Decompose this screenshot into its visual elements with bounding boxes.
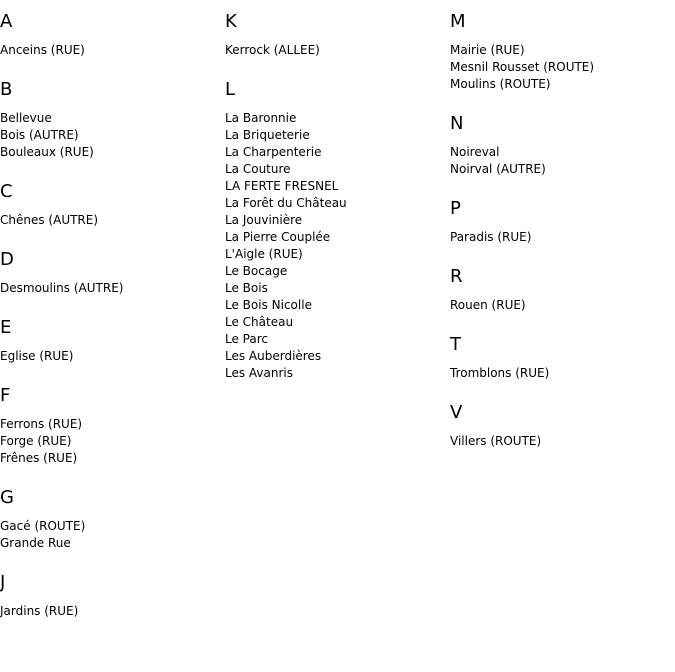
letter-group-n bbox=[450, 114, 670, 178]
street-list-item bbox=[225, 195, 445, 212]
street-list-item bbox=[0, 280, 220, 297]
street-list bbox=[0, 416, 220, 467]
street-list-item bbox=[0, 42, 220, 59]
street-list bbox=[0, 110, 220, 161]
street-link[interactable]: Le Château bbox=[225, 315, 294, 329]
street-link[interactable]: La Baronnie bbox=[225, 111, 297, 125]
street-link[interactable]: La Briqueterie bbox=[225, 128, 310, 142]
street-list-item bbox=[225, 229, 445, 246]
street-list-item bbox=[0, 144, 220, 161]
letter-heading: V bbox=[450, 402, 463, 423]
street-link[interactable]: Forge (RUE) bbox=[0, 434, 72, 448]
street-link[interactable]: La Charpenterie bbox=[225, 145, 322, 159]
street-list bbox=[0, 518, 220, 552]
letter-group-j bbox=[0, 573, 220, 620]
street-list-item bbox=[225, 331, 445, 348]
street-link[interactable]: Le Bois Nicolle bbox=[225, 298, 312, 312]
street-link[interactable]: Grande Rue bbox=[0, 536, 71, 550]
street-list bbox=[225, 110, 445, 382]
street-list-item bbox=[450, 59, 670, 76]
street-list bbox=[0, 348, 220, 365]
street-link[interactable]: Chênes (AUTRE) bbox=[0, 213, 99, 227]
street-link[interactable]: Les Auberdières bbox=[225, 349, 322, 363]
street-list bbox=[450, 433, 670, 450]
street-link[interactable]: Le Bocage bbox=[225, 264, 288, 278]
letter-heading: K bbox=[225, 11, 237, 32]
street-list-item bbox=[225, 42, 445, 59]
letter-group-e bbox=[0, 318, 220, 365]
street-list-item bbox=[450, 42, 670, 59]
letter-group-t bbox=[450, 335, 670, 382]
street-list-item bbox=[0, 450, 220, 467]
street-link[interactable]: Bouleaux (RUE) bbox=[0, 145, 94, 159]
street-list-item bbox=[450, 297, 670, 314]
street-list-item bbox=[450, 144, 670, 161]
street-list-item bbox=[225, 212, 445, 229]
letter-group-d bbox=[0, 250, 220, 297]
street-list bbox=[450, 297, 670, 314]
letter-heading: F bbox=[0, 385, 11, 406]
letter-heading: L bbox=[225, 79, 236, 100]
letter-group-g bbox=[0, 488, 220, 552]
street-list bbox=[450, 42, 670, 93]
street-list bbox=[450, 365, 670, 382]
letter-group-r bbox=[450, 267, 670, 314]
letter-group-b bbox=[0, 80, 220, 161]
street-list bbox=[0, 280, 220, 297]
street-list-item bbox=[0, 603, 220, 620]
street-link[interactable]: Jardins (RUE) bbox=[0, 604, 79, 618]
letter-group-v bbox=[450, 403, 670, 450]
street-list-item bbox=[450, 76, 670, 93]
street-list bbox=[450, 229, 670, 246]
street-list-item bbox=[225, 297, 445, 314]
street-link[interactable]: Tromblons (RUE) bbox=[450, 366, 550, 380]
letter-group-p bbox=[450, 199, 670, 246]
street-list-item bbox=[225, 178, 445, 195]
street-link[interactable]: Le Parc bbox=[225, 332, 268, 346]
street-link[interactable]: Paradis (RUE) bbox=[450, 230, 532, 244]
letter-heading: T bbox=[450, 334, 461, 355]
street-link[interactable]: Rouen (RUE) bbox=[450, 298, 526, 312]
street-list-item bbox=[225, 263, 445, 280]
letter-heading: R bbox=[450, 266, 463, 287]
street-link[interactable]: La Forêt du Château bbox=[225, 196, 347, 210]
street-list-item bbox=[450, 433, 670, 450]
street-index-column-3 bbox=[450, 12, 670, 471]
street-link[interactable]: LA FERTE FRESNEL bbox=[225, 179, 339, 193]
street-list-item bbox=[225, 314, 445, 331]
street-link[interactable]: Bois (AUTRE) bbox=[0, 128, 79, 142]
street-list-item bbox=[0, 416, 220, 433]
street-list-item bbox=[225, 246, 445, 263]
street-list-item bbox=[225, 110, 445, 127]
letter-heading: B bbox=[0, 79, 13, 100]
street-link[interactable]: Les Avanris bbox=[225, 366, 294, 380]
street-list-item bbox=[225, 144, 445, 161]
letter-heading: E bbox=[0, 317, 12, 338]
street-index-column-1 bbox=[0, 12, 220, 641]
street-link[interactable]: L'Aigle (RUE) bbox=[225, 247, 303, 261]
street-list-item bbox=[0, 518, 220, 535]
street-link[interactable]: Ferrons (RUE) bbox=[0, 417, 83, 431]
street-link[interactable]: Moulins (ROUTE) bbox=[450, 77, 551, 91]
street-list-item bbox=[225, 365, 445, 382]
street-list bbox=[450, 144, 670, 178]
street-list bbox=[0, 42, 220, 59]
street-list-item bbox=[450, 229, 670, 246]
letter-heading: G bbox=[0, 487, 14, 508]
letter-group-m bbox=[450, 12, 670, 93]
street-list bbox=[0, 212, 220, 229]
street-link[interactable]: Eglise (RUE) bbox=[0, 349, 74, 363]
letter-group-f bbox=[0, 386, 220, 467]
street-link[interactable]: Villers (ROUTE) bbox=[450, 434, 542, 448]
street-link[interactable]: La Couture bbox=[225, 162, 291, 176]
street-list-item bbox=[225, 348, 445, 365]
street-link[interactable]: Kerrock (ALLEE) bbox=[225, 43, 320, 57]
street-list-item bbox=[0, 110, 220, 127]
street-index-column-2 bbox=[225, 12, 445, 403]
street-link[interactable]: Mairie (RUE) bbox=[450, 43, 525, 57]
letter-group-l bbox=[225, 80, 445, 382]
street-link[interactable]: La Jouvinière bbox=[225, 213, 303, 227]
letter-group-a bbox=[0, 12, 220, 59]
street-link[interactable]: Frênes (RUE) bbox=[0, 451, 78, 465]
letter-heading: N bbox=[450, 113, 464, 134]
letter-heading: C bbox=[0, 181, 13, 202]
street-list-item bbox=[0, 127, 220, 144]
street-list-item bbox=[450, 365, 670, 382]
letter-group-k bbox=[225, 12, 445, 59]
street-list-item bbox=[450, 161, 670, 178]
street-link[interactable]: Mesnil Rousset (ROUTE) bbox=[450, 60, 595, 74]
street-link[interactable]: Gacé (ROUTE) bbox=[0, 519, 86, 533]
letter-heading: M bbox=[450, 11, 466, 32]
street-link[interactable]: Noireval bbox=[450, 145, 500, 159]
street-list-item bbox=[225, 280, 445, 297]
street-list-item bbox=[0, 535, 220, 552]
street-list-item bbox=[225, 127, 445, 144]
street-list bbox=[0, 603, 220, 620]
street-link[interactable]: Desmoulins (AUTRE) bbox=[0, 281, 124, 295]
letter-heading: A bbox=[0, 11, 13, 32]
letter-heading: D bbox=[0, 249, 14, 270]
street-link[interactable]: Le Bois bbox=[225, 281, 268, 295]
letter-heading: J bbox=[0, 572, 6, 593]
street-link[interactable]: Bellevue bbox=[0, 111, 52, 125]
street-list-item bbox=[0, 433, 220, 450]
street-link[interactable]: La Pierre Couplée bbox=[225, 230, 331, 244]
letter-heading: P bbox=[450, 198, 461, 219]
street-link[interactable]: Anceins (RUE) bbox=[0, 43, 85, 57]
street-list bbox=[225, 42, 445, 59]
street-list-item bbox=[0, 212, 220, 229]
street-list-item bbox=[225, 161, 445, 178]
street-link[interactable]: Noirval (AUTRE) bbox=[450, 162, 546, 176]
street-list-item bbox=[0, 348, 220, 365]
letter-group-c bbox=[0, 182, 220, 229]
